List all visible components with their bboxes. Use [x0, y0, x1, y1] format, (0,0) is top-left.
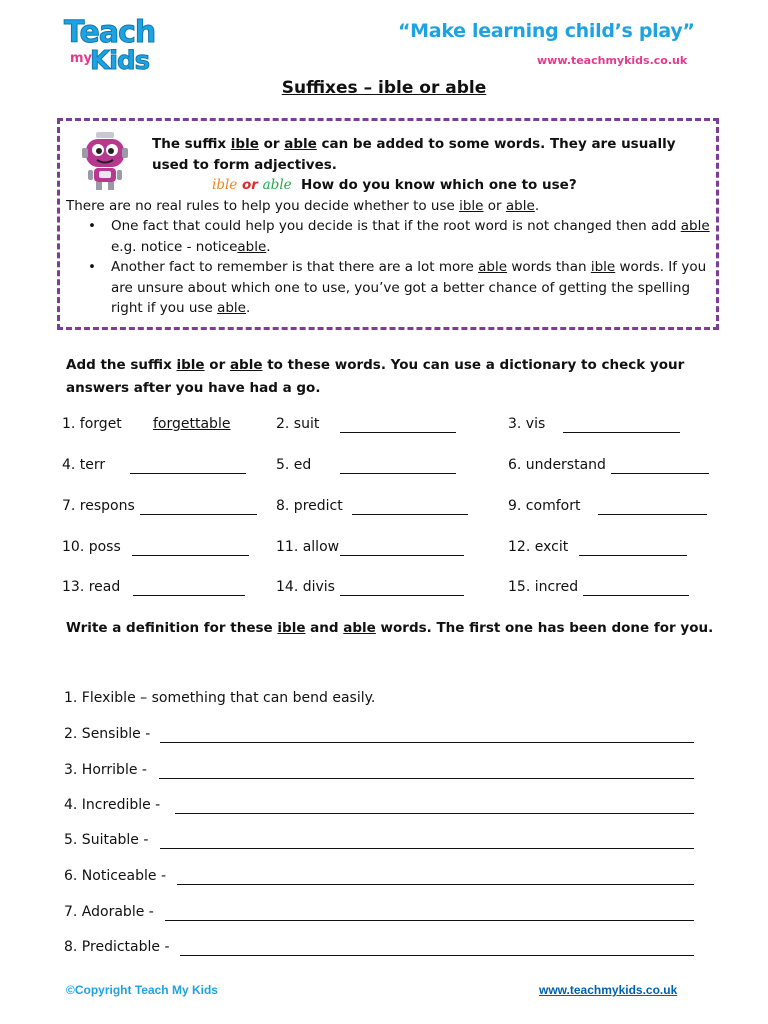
exercise1-item-label: 14. divis	[276, 579, 335, 595]
exercise1-item-label: 5. ed	[276, 457, 312, 473]
intro-paragraph: The suffix ible or able can be added to some words. They are usually used to form adjectives.	[152, 136, 676, 173]
exercise2-instruction: Write a definition for these ible and able words. The first one has been done for you.	[66, 620, 714, 636]
robot-mascot-icon	[82, 130, 128, 192]
exercise1-answer-blank[interactable]	[130, 460, 246, 474]
exercise1-item-label: 4. terr	[62, 457, 106, 473]
footer-website-link[interactable]: www.teachmykids.co.uk	[539, 983, 678, 997]
exercise1-answer-blank[interactable]	[340, 460, 456, 474]
exercise1-item-label: 12. excit	[508, 539, 569, 555]
exercise1-answer-blank[interactable]	[583, 582, 689, 596]
exercise2-item-label: 7. Adorable -	[64, 904, 154, 920]
logo-teach-text: Teach	[64, 15, 156, 50]
decor-ible-word: ible	[212, 177, 238, 193]
exercise1-item-label: 9. comfort	[508, 498, 581, 514]
exercise1-answer-blank[interactable]	[563, 419, 680, 433]
exercise1-item-label: 3. vis	[508, 416, 546, 432]
footer-copyright: ©Copyright Teach My Kids	[66, 983, 218, 997]
exercise2-definition-blank[interactable]	[177, 871, 694, 885]
exercise1-answer-blank[interactable]	[340, 419, 456, 433]
exercise1-item-label: 6. understand	[508, 457, 606, 473]
exercise1-item-label: 15. incred	[508, 579, 579, 595]
exercise2-definition-blank[interactable]	[160, 835, 694, 849]
exercise1-answer-blank[interactable]	[133, 582, 245, 596]
intro-bullet-2: • Another fact to remember is that there are a lot more able words than ible words. If you are unsure about which one to use, you’ve got a better chance of getting the spelling right if you use able.	[84, 257, 716, 319]
exercise2-item-label: 2. Sensible -	[64, 726, 151, 742]
exercise1-item-label: 2. suit	[276, 416, 320, 432]
exercise1-answer-blank[interactable]	[611, 460, 709, 474]
logo-kids-text: Kids	[90, 46, 150, 76]
exercise2-item-label: 8. Predictable -	[64, 939, 170, 955]
exercise2-definition-blank[interactable]	[180, 942, 694, 956]
intro-bullet-1: • One fact that could help you decide is that if the root word is not changed then add able e.g. notice - noticeable.	[84, 216, 716, 257]
exercise2-definition-blank[interactable]	[165, 907, 694, 921]
logo-my-text: my	[70, 51, 93, 66]
exercise1-item-label: 8. predict	[276, 498, 343, 514]
exercise2-item-label: 4. Incredible -	[64, 797, 161, 813]
decor-or-word: or	[241, 177, 258, 193]
exercise1-item-label: 1. forget	[62, 416, 122, 432]
exercise1-item-label: 11. allow	[276, 539, 340, 555]
exercise1-example-answer: forgettable	[153, 416, 231, 432]
intro-question: How do you know which one to use?	[301, 177, 577, 193]
exercise2-definition-blank[interactable]	[175, 800, 694, 814]
header-website-link[interactable]: www.teachmykids.co.uk	[537, 54, 688, 67]
intro-rules-line: There are no real rules to help you decide whether to use ible or able.	[66, 198, 540, 214]
exercise1-answer-blank[interactable]	[598, 501, 707, 515]
exercise2-item-label: 3. Horrible -	[64, 762, 147, 778]
page-title: Suffixes – ible or able	[281, 78, 487, 98]
tagline: “Make learning child’s play”	[398, 20, 695, 42]
exercise2-definition-blank[interactable]	[159, 765, 694, 779]
exercise2-item-label: 6. Noticeable -	[64, 868, 167, 884]
exercise1-item-label: 10. poss	[62, 539, 121, 555]
exercise2-item-label: 5. Suitable -	[64, 832, 149, 848]
exercise1-answer-blank[interactable]	[352, 501, 468, 515]
exercise1-item-label: 13. read	[62, 579, 121, 595]
exercise1-item-label: 7. respons	[62, 498, 135, 514]
exercise1-answer-blank[interactable]	[579, 542, 687, 556]
decor-able-word: able	[262, 177, 292, 193]
intro-bullets	[84, 216, 716, 319]
exercise1-instruction: Add the suffix ible or able to these words. You can use a dictionary to check your answers after you have had a go.	[66, 357, 685, 396]
exercise2-item-label: 1. Flexible – something that can bend easily.	[64, 690, 376, 706]
exercise1-answer-blank[interactable]	[140, 501, 257, 515]
teach-my-kids-logo	[60, 15, 172, 76]
exercise2-definition-blank[interactable]	[160, 729, 694, 743]
exercise1-answer-blank[interactable]	[340, 582, 464, 596]
intro-question-line	[212, 176, 577, 194]
exercise1-answer-blank[interactable]	[340, 542, 464, 556]
exercise1-answer-blank[interactable]	[132, 542, 249, 556]
